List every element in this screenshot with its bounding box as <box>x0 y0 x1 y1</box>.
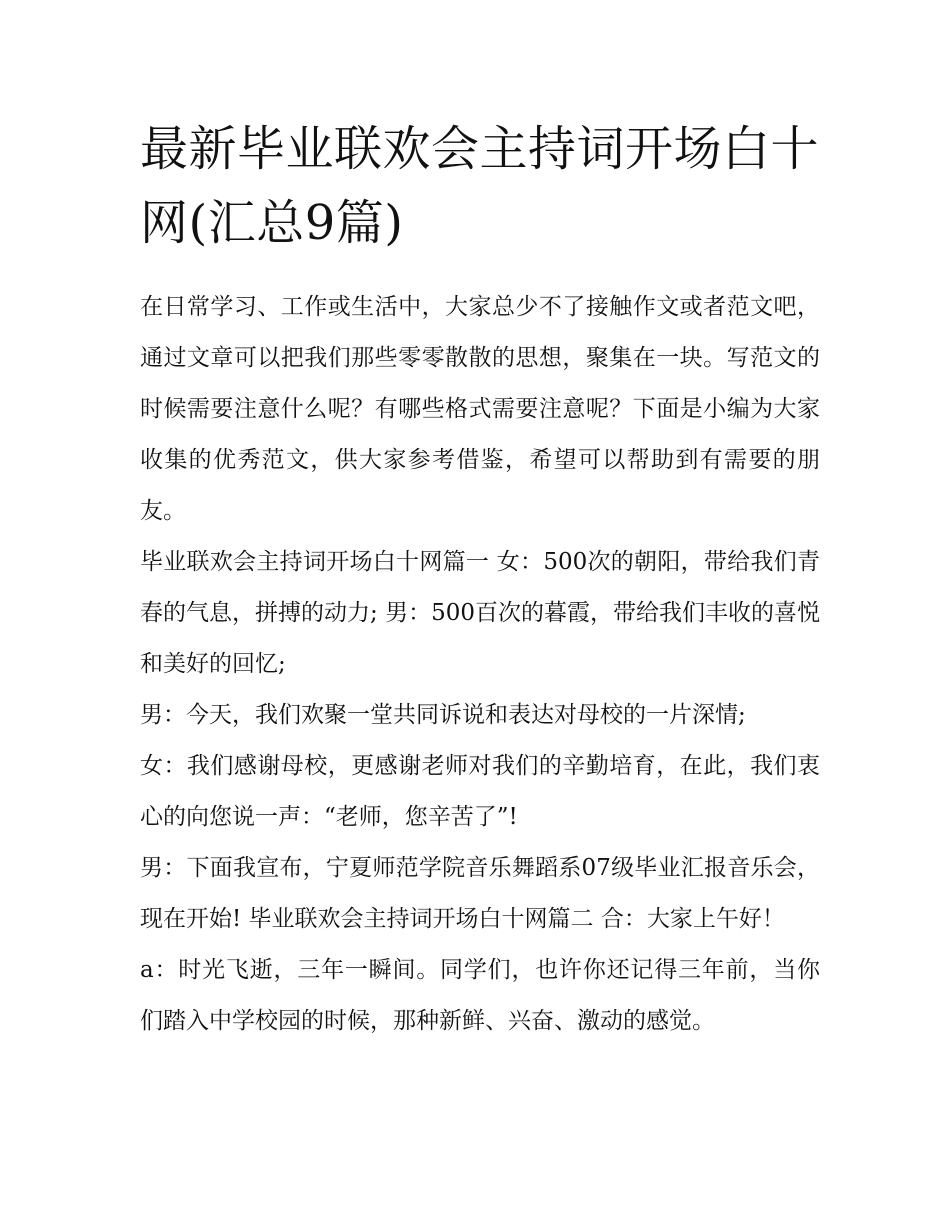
document-body <box>140 282 820 1047</box>
document-title: 最新毕业联欢会主持词开场白十网(汇总9篇) <box>140 121 820 251</box>
paragraph-part-one: 毕业联欢会主持词开场白十网篇一 女：500次的朝阳，带给我们青春的气息，拼搏的动力; 男：500百次的暮霞，带给我们丰收的喜悦和美好的回忆; <box>140 549 820 677</box>
paragraph-female-line: 女：我们感谢母校，更感谢老师对我们的辛勤培育，在此，我们衷心的向您说一声：“老师，您辛苦了”! <box>140 753 820 830</box>
paragraph-male-line: 男：今天，我们欢聚一堂共同诉说和表达对母校的一片深情; <box>140 702 746 728</box>
paragraph-a-line: a：时光飞逝，三年一瞬间。同学们，也许你还记得三年前，当你们踏入中学校园的时候，那种新鲜、兴奋、激动的感觉。 <box>140 957 820 1034</box>
paragraph-intro: 在日常学习、工作或生活中，大家总少不了接触作文或者范文吧，通过文章可以把我们那些零零散散的思想，聚集在一块。写范文的时候需要注意什么呢？有哪些格式需要注意呢？下面是小编为大家收集的优秀范文，供大家参考借鉴，希望可以帮助到有需要的朋友。 <box>140 294 820 524</box>
paragraph-announcement: 男：下面我宣布，宁夏师范学院音乐舞蹈系07级毕业汇报音乐会，现在开始! 毕业联欢会主持词开场白十网篇二 合：大家上午好！ <box>140 855 820 932</box>
